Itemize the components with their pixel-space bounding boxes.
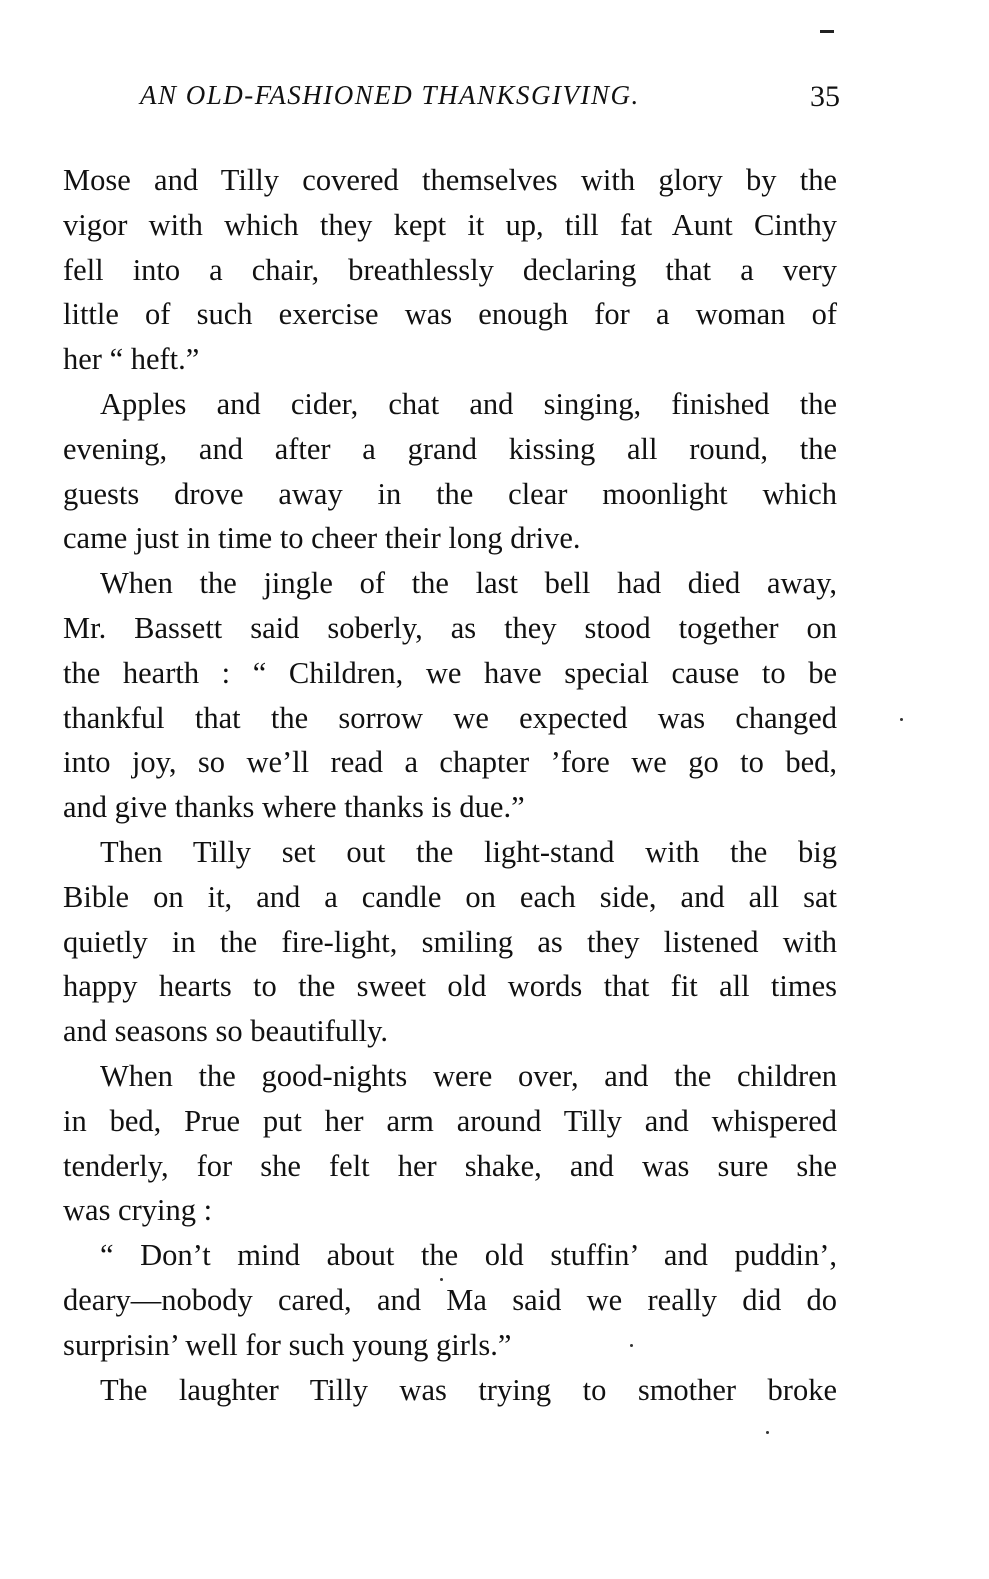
text-line: When the good-nights were over, and the children xyxy=(100,1058,837,1093)
print-mark xyxy=(820,30,834,33)
text-line: “ Don’t mind about the old stuffin’ and puddin’, xyxy=(100,1238,837,1273)
scan-speck xyxy=(630,1344,633,1347)
text-line: tenderly, for she felt her shake, and was sure she xyxy=(63,1148,837,1183)
text-line: and give thanks where thanks is due.” xyxy=(63,790,525,825)
text-line: The laughter Tilly was trying to smother broke xyxy=(100,1372,837,1407)
text-line: the hearth : “ Children, we have special cause to be xyxy=(63,655,837,690)
page-body xyxy=(63,158,837,1412)
text-line: thankful that the sorrow we expected was changed xyxy=(63,700,837,735)
text-line: Mose and Tilly covered themselves with glory by the xyxy=(63,163,837,197)
text-line: evening, and after a grand kissing all round, the xyxy=(63,431,837,466)
text-line: little of such exercise was enough for a woman of xyxy=(63,297,837,332)
text-line: When the jingle of the last bell had died away, xyxy=(100,566,837,601)
text-line: in bed, Prue put her arm around Tilly and whispered xyxy=(63,1103,837,1138)
text-line: happy hearts to the sweet old words that fit all times xyxy=(63,969,837,1004)
text-line: surprisin’ well for such young girls.” xyxy=(63,1327,512,1362)
text-line: deary—nobody cared, and Ma said we really did do xyxy=(63,1282,837,1317)
scan-speck xyxy=(900,718,903,721)
text-line: Then Tilly set out the light-stand with the big xyxy=(100,834,837,869)
text-line: Mr. Bassett said soberly, as they stood together on xyxy=(63,610,837,645)
text-line: Apples and cider, chat and singing, finished the xyxy=(100,386,837,421)
text-line: Bible on it, and a candle on each side, and all sat xyxy=(63,879,837,914)
text-line: vigor with which they kept it up, till fat Aunt Cinthy xyxy=(63,207,837,242)
text-line: quietly in the fire-light, smiling as they listened with xyxy=(63,924,837,959)
text-line: was crying : xyxy=(63,1193,213,1228)
running-header xyxy=(140,80,840,120)
text-line: guests drove away in the clear moonlight which xyxy=(63,476,837,511)
text-line: into joy, so we’ll read a chapter ’fore we go to bed, xyxy=(63,745,837,780)
text-line: her “ heft.” xyxy=(63,342,200,377)
text-line: came just in time to cheer their long drive. xyxy=(63,521,581,556)
text-line: fell into a chair, breathlessly declaring that a very xyxy=(63,252,837,287)
running-title: AN OLD-FASHIONED THANKSGIVING. xyxy=(140,80,640,110)
scan-speck xyxy=(766,1431,769,1434)
scan-speck xyxy=(440,1278,443,1281)
text-line: and seasons so beautifully. xyxy=(63,1014,388,1049)
page-number: 35 xyxy=(810,80,840,113)
